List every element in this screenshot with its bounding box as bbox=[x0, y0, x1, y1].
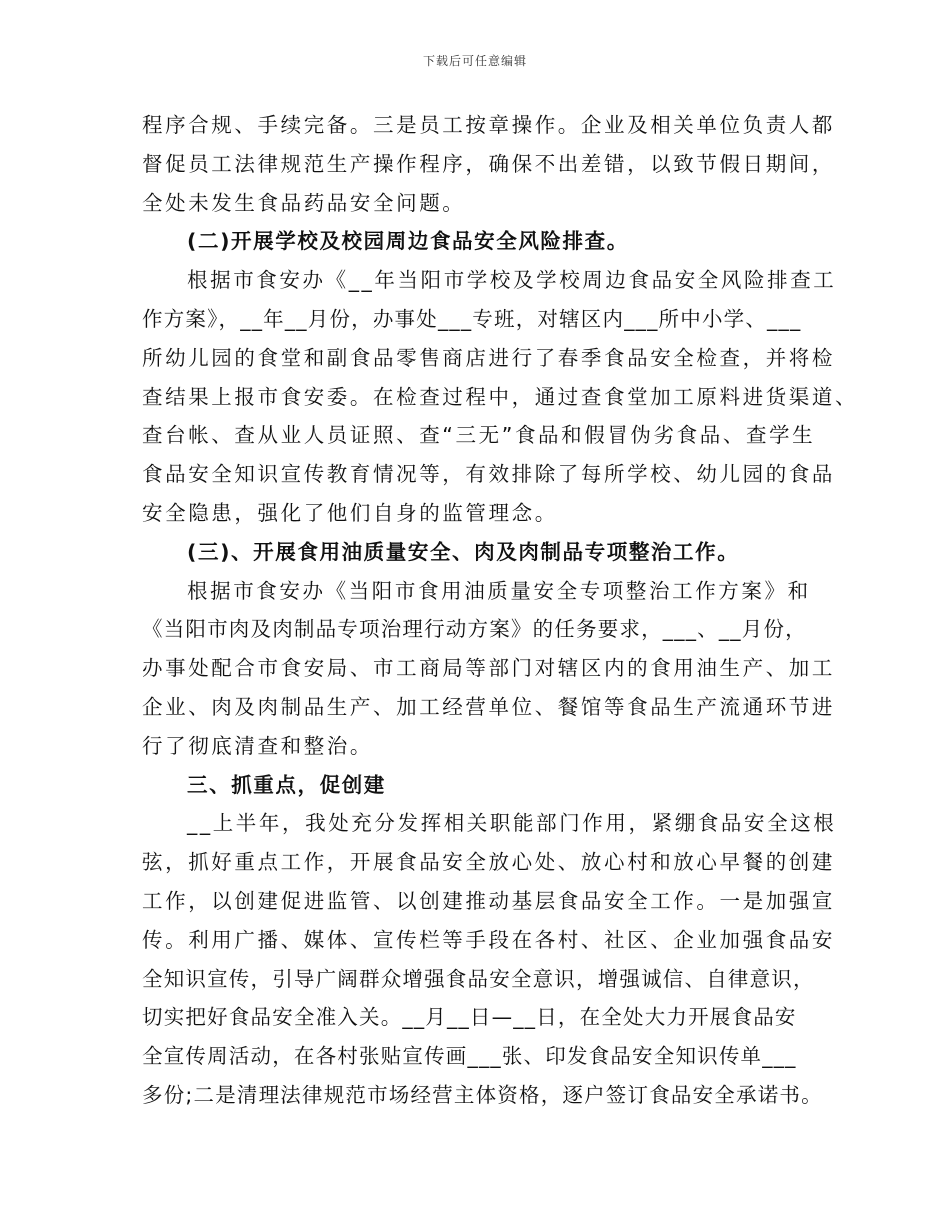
section-heading: (三)、开展食用油质量安全、肉及肉制品专项整治工作。 bbox=[187, 539, 740, 564]
text-line: 全知识宣传，引导广阔群众增强食品安全意识，增强诚信、自律意识， bbox=[142, 966, 815, 991]
text-line: 传。利用广播、媒体、宣传栏等手段在各村、社区、企业加强食品安 bbox=[142, 927, 835, 952]
page-header: 下载后可任意编辑 bbox=[422, 54, 527, 68]
text-line: 全宣传周活动，在各村张贴宣传画___张、印发食品安全知识传单___ bbox=[142, 1044, 797, 1069]
text-line: 查结果上报市食安委。在检查过程中，通过查食堂加工原料进货渠道、 bbox=[142, 384, 859, 409]
text-line: 办事处配合市食安局、市工商局等部门对辖区内的食用油生产、加工 bbox=[142, 656, 835, 681]
text-line: 弦，抓好重点工作，开展食品安全放心处、放心村和放心早餐的创建 bbox=[142, 850, 835, 875]
text-line: 食品安全知识宣传教育情况等，有效排除了每所学校、幼儿园的食品 bbox=[142, 462, 835, 487]
text-line: __上半年，我处充分发挥相关职能部门作用，紧绷食品安全这根 bbox=[187, 811, 837, 836]
text-line: 根据市食安办《__年当阳市学校及学校周边食品安全风险排查工 bbox=[187, 268, 837, 293]
text-line: 多份;二是清理法律规范市场经营主体资格，逐户签订食品安全承诺书。 bbox=[142, 1082, 823, 1107]
text-line: 全处未发生食品药品安全问题。 bbox=[142, 190, 466, 215]
text-line: 行了彻底清查和整治。 bbox=[142, 733, 373, 758]
text-line: 《当阳市肉及肉制品专项治理行动方案》的任务要求，___、__月份， bbox=[142, 617, 807, 642]
text-line: 工作，以创建促进监管、以创建推动基层食品安全工作。一是加强宣 bbox=[142, 888, 835, 913]
section-heading: 三、抓重点，促创建 bbox=[187, 772, 386, 797]
text-line: 督促员工法律规范生产操作程序，确保不出差错，以致节假日期间， bbox=[142, 151, 835, 176]
document-body bbox=[142, 106, 859, 1115]
text-line: 作方案》，__年__月份，办事处___专班，对辖区内___所中小学、___ bbox=[142, 306, 802, 331]
text-line: 程序合规、手续完备。三是员工按章操作。企业及相关单位负责人都 bbox=[142, 113, 835, 137]
text-line: 切实把好食品安全准入关。__月__日—__日，在全处大力开展食品安 bbox=[142, 1005, 797, 1030]
text-line: 查台帐、查从业人员证照、查“三无”食品和假冒伪劣食品、查学生 bbox=[142, 423, 816, 448]
text-line: 企业、肉及肉制品生产、加工经营单位、餐馆等食品生产流通环节进 bbox=[142, 694, 835, 719]
text-line: 安全隐患，强化了他们自身的监管理念。 bbox=[142, 500, 558, 525]
section-heading: (二)开展学校及校园周边食品安全风险排查。 bbox=[187, 229, 629, 254]
text-line: 根据市食安办《当阳市食用油质量安全专项整治工作方案》和 bbox=[187, 578, 811, 603]
text-line: 所幼儿园的食堂和副食品零售商店进行了春季食品安全检查，并将检 bbox=[142, 345, 835, 370]
